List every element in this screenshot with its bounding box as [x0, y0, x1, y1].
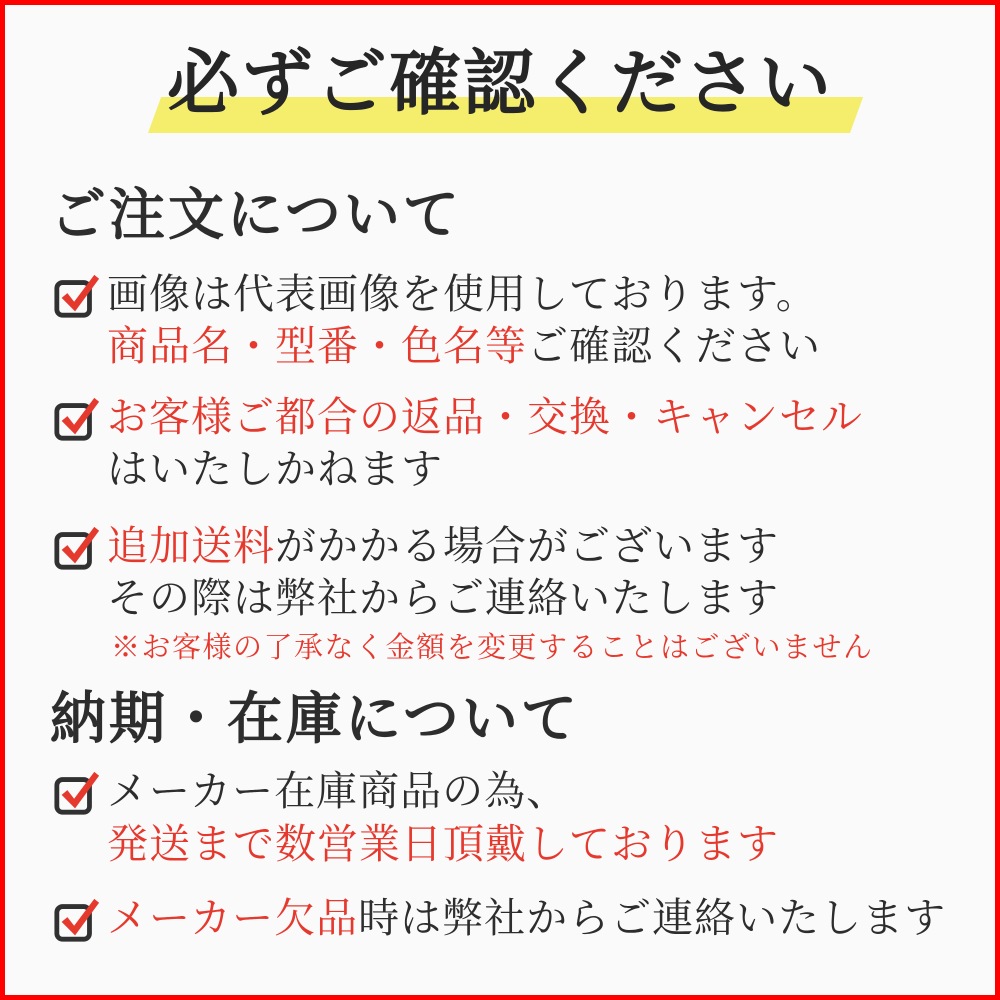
emphasis-text: お客様ご都合の返品・交換・キャンセル [107, 393, 863, 440]
checkbox-checked-icon [53, 272, 101, 320]
checkbox-checked-icon [53, 769, 101, 817]
text-line [107, 391, 863, 443]
list-item [5, 765, 995, 870]
text-line [107, 572, 874, 624]
list-item [5, 268, 995, 373]
section-orders [5, 185, 995, 667]
text-line [107, 892, 946, 944]
text-line [107, 520, 874, 572]
fine-print-note: ※お客様の了承なく金額を変更することはございません [111, 631, 874, 664]
text-line [107, 443, 863, 495]
text-line [107, 320, 821, 372]
emphasis-text: 発送まで数営業日頂戴しております [107, 820, 779, 867]
list-item [5, 892, 995, 944]
list-item [5, 391, 995, 496]
list-item [5, 520, 995, 667]
item-text [107, 892, 946, 944]
emphasis-text: 商品名・型番・色名等 [107, 323, 527, 370]
emphasis-text: 追加送料 [107, 522, 275, 569]
section-heading: ご注文について [50, 185, 462, 247]
section-heading: 納期・在庫について [50, 688, 580, 751]
text-segment: はいたしかねます [107, 446, 443, 493]
text-segment: メーカー在庫商品の為、 [107, 768, 569, 815]
text-segment: 時は弊社からご連絡いたします [358, 895, 947, 942]
emphasis-text: メーカー欠品 [107, 895, 359, 942]
text-segment: ご確認ください [527, 323, 821, 370]
section-stock [5, 689, 995, 945]
item-text [107, 391, 863, 496]
text-segment: がかかる場合がございます [275, 522, 779, 569]
checkbox-checked-icon [53, 896, 101, 944]
checkbox-checked-icon [53, 395, 101, 443]
item-text [107, 520, 874, 667]
page-title: 必ずご確認ください [166, 44, 833, 124]
text-line [107, 818, 779, 870]
text-line [107, 268, 821, 320]
text-segment: その際は弊社からご連絡いたします [107, 575, 779, 622]
item-text [107, 268, 821, 373]
checkbox-checked-icon [53, 524, 101, 572]
text-line [107, 765, 779, 817]
text-segment: 画像は代表画像を使用しております。 [107, 270, 818, 317]
item-text [107, 765, 779, 870]
